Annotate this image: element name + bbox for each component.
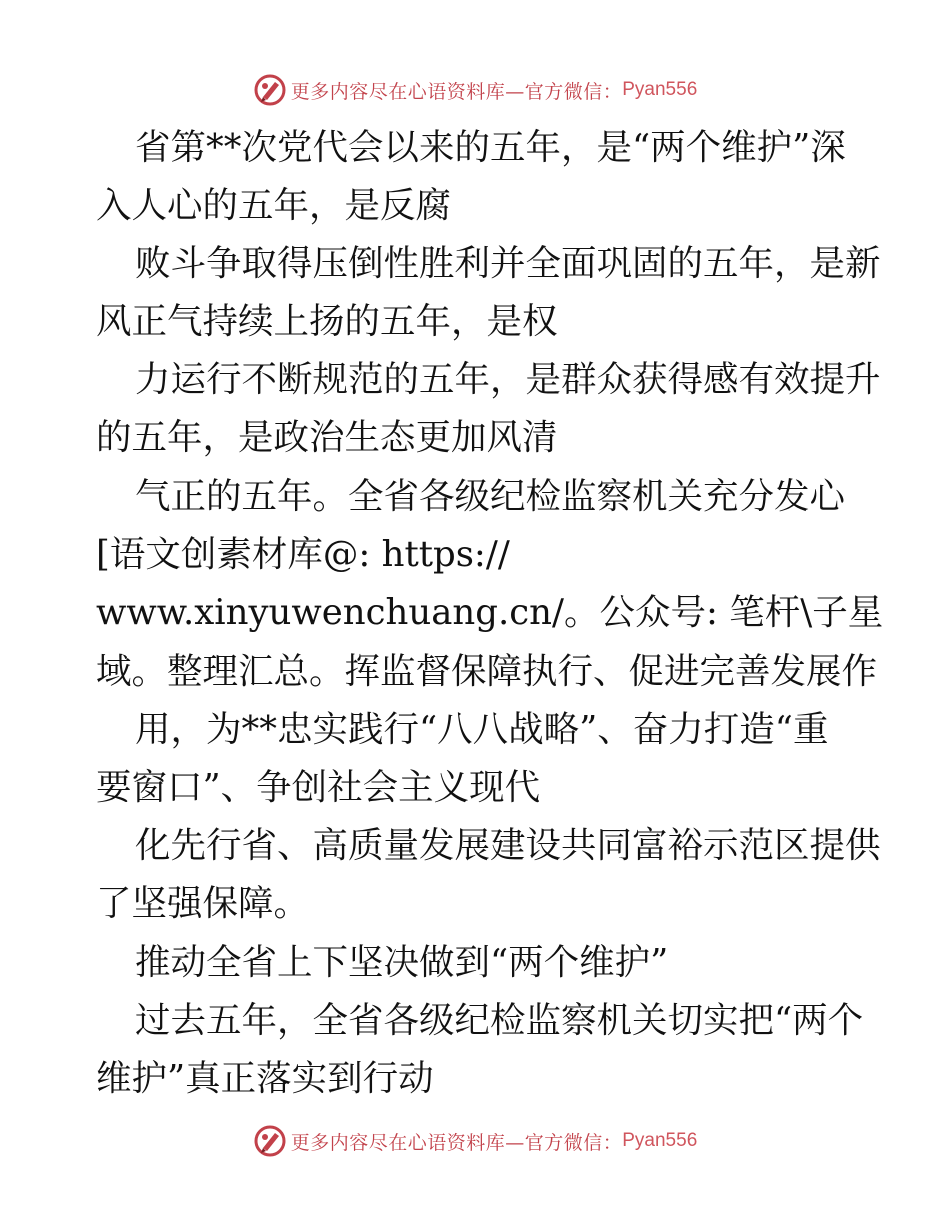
body-line: 力运行不断规范的五年，是群众获得感有效提升 [135, 359, 881, 400]
body-line: 用，为**忠实践行“八八战略”、奋力打造“重 [135, 709, 829, 750]
body-line: 推动全省上下坚决做到“两个维护” [135, 942, 669, 983]
body-line: 了坚强保障。 [96, 883, 310, 924]
pen-logo-icon [253, 73, 287, 107]
body-line: 维护”真正落实到行动 [96, 1058, 434, 1099]
body-line: 风正气持续上扬的五年，是权 [96, 301, 558, 342]
body-line: 要窗口”、争创社会主义现代 [96, 767, 541, 808]
body-line: 过去五年，全省各级纪检监察机关切实把“两个 [135, 1000, 864, 1041]
body-line: [语文创素材库@: https:// [96, 534, 510, 575]
header-banner [0, 70, 950, 110]
pen-logo-icon [253, 1124, 287, 1158]
body-line: 败斗争取得压倒性胜利并全面巩固的五年，是新 [135, 243, 881, 284]
body-line: 的五年，是政治生态更加风清 [96, 417, 558, 458]
body-line: 入人心的五年，是反腐 [96, 185, 452, 226]
body-line: www.xinyuwenchuang.cn/。公众号: 笔杆\子星 [96, 592, 884, 633]
banner-text: 更多内容尽在心语资料库—官方微信： [290, 80, 623, 103]
footer-banner [0, 1121, 950, 1161]
banner-wechat-id: Pyan556 [622, 79, 698, 100]
body-line: 气正的五年。全省各级纪检监察机关充分发心 [135, 476, 846, 517]
body-line: 省第**次党代会以来的五年，是“两个维护”深 [135, 127, 846, 168]
banner-text: 更多内容尽在心语资料库—官方微信： [290, 1131, 623, 1154]
banner-wechat-id: Pyan556 [622, 1130, 698, 1151]
body-line: 化先行省、高质量发展建设共同富裕示范区提供 [135, 825, 881, 866]
body-line: 域。整理汇总。挥监督保障执行、促进完善发展作 [96, 651, 878, 692]
